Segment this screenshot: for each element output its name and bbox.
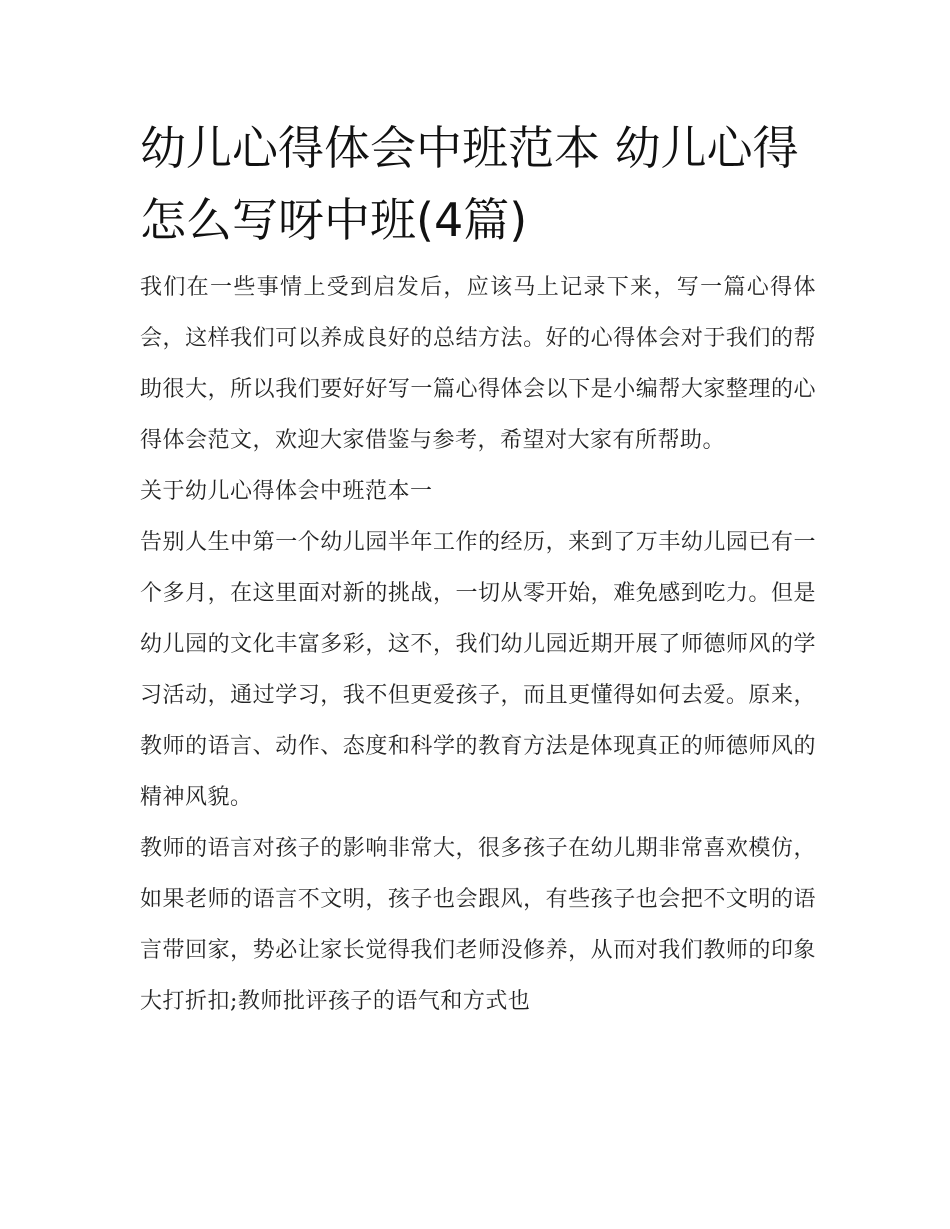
body-paragraph-2: 教师的语言对孩子的影响非常大，很多孩子在幼儿期非常喜欢模仿，如果老师的语言不文明，孩子也会跟风，有些孩子也会把不文明的语言带回家，势必让家长觉得我们老师没修养，从而对我们教师的印象大打折扣;教师批评孩子的语气和方式也 — [140, 836, 816, 1014]
body-paragraph-1: 告别人生中第一个幼儿园半年工作的经历，来到了万丰幼儿园已有一个多月，在这里面对新的挑战，一切从零开始，难免感到吃力。但是幼儿园的文化丰富多彩，这不，我们幼儿园近期开展了师德师风的学习活动，通过学习，我不但更爱孩子，而且更懂得如何去爱。原来，教师的语言、动作、态度和科学的教育方法是体现真正的师德师风的精神风貌。 — [140, 530, 816, 810]
document-page — [140, 112, 816, 1027]
section-heading: 关于幼儿心得体会中班范本一 — [140, 479, 433, 504]
document-title: 幼儿心得体会中班范本 幼儿心得怎么写呀中班(4篇) — [140, 121, 799, 247]
intro-paragraph: 我们在一些事情上受到启发后，应该马上记录下来，写一篇心得体会，这样我们可以养成良好的总结方法。好的心得体会对于我们的帮助很大，所以我们要好好写一篇心得体会以下是小编帮大家整理的心得体会范文，欢迎大家借鉴与参考，希望对大家有所帮助。 — [140, 275, 816, 453]
